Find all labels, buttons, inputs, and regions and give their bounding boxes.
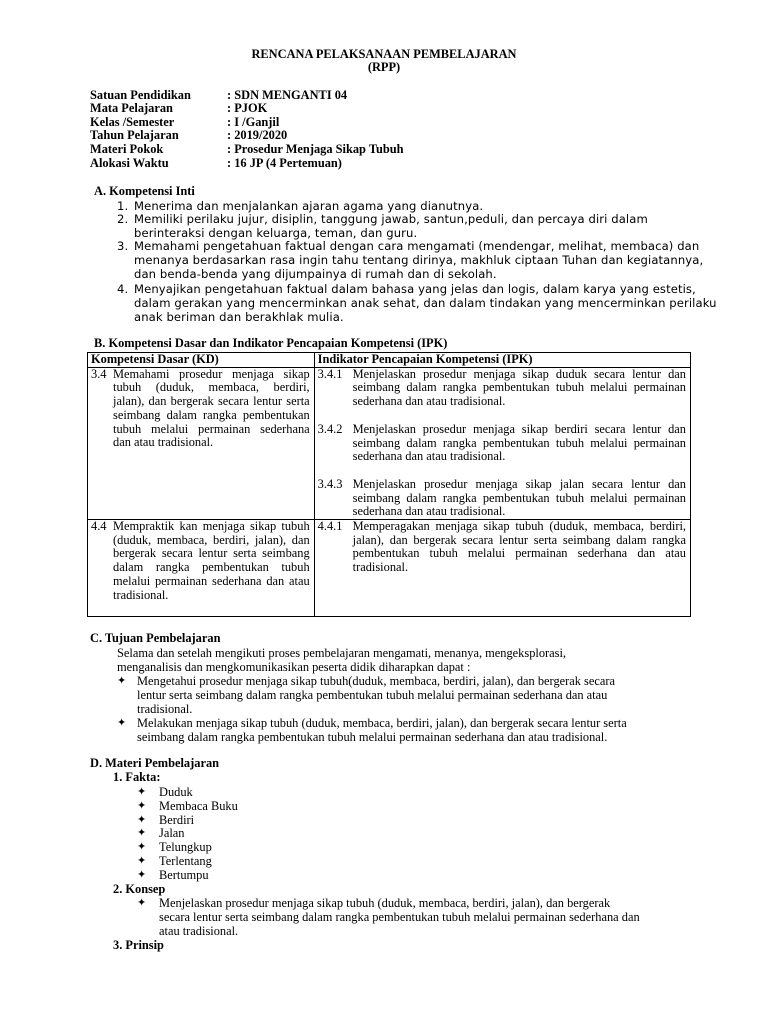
paragraph-line: atau tradisional. [159,924,239,938]
identity-value: : I /Ganjil [227,115,280,129]
ipk-item [318,423,686,464]
ipk-number: 3.4.2 [317,421,343,436]
list-item-line: berinteraksi dengan keluarga, teman, dan guru. [134,226,418,240]
bullet-icon: ✦ [137,814,147,826]
column-header-kd: Kompetensi Dasar (KD) [88,353,315,368]
identity-value: : SDN MENGANTI 04 [227,88,348,102]
list-number: 4. [117,282,129,296]
list-item-line: anak beriman dan berakhlak mulia. [134,310,344,324]
identity-label: Mata Pelajaran [90,101,173,115]
ipk-text: Memperagakan menjaga sikap tubuh (duduk, membaca, berdiri, jalan), dan bergerak secara lentur serta seimbang dalam rangka pembentukan tubuh melalui permainan sederhana dan atau tradisional. [352,519,686,575]
ipk-item [318,520,686,575]
ipk-item [318,368,686,409]
ipk-number: 4.4.1 [317,519,343,534]
fakta-item: Membaca Buku [159,799,238,813]
fakta-item: Telungkup [159,840,212,854]
list-item-line: seimbang dalam rangka pembentukan tubuh melalui permainan sederhana dan atau tradisional. [137,730,608,744]
list-item-line: menanya berdasarkan rasa ingin tahu tentang dirinya, makhluk ciptaan Tuhan dan kegiatannya, [134,253,704,267]
bullet-icon: ✦ [137,827,147,839]
bullet-icon: ✦ [137,841,147,853]
identity-label: Kelas /Semester [90,115,175,129]
bullet-icon: ✦ [117,717,127,729]
ipk-number: 3.4.3 [317,476,343,491]
list-item-line: Mengetahui prosedur menjaga sikap tubuh(duduk, membaca, berdiri, jalan), dan bergerak secara [137,674,616,688]
column-header-ipk: Indikator Pencapaian Kompetensi (IPK) [314,353,690,368]
ipk-cell [314,367,690,519]
paragraph-line: secara lentur serta seimbang dalam rangka pembentukan tubuh melalui permainan sederhana dan [159,910,640,924]
section-a-heading: A. Kompetensi Inti [94,184,195,198]
list-item-line: Menyajikan pengetahuan faktual dalam bahasa yang jelas dan logis, dalam karya yang estetis, [134,282,696,296]
bullet-icon: ✦ [137,897,147,909]
list-item-line: Melakukan menjaga sikap tubuh (duduk, membaca, berdiri, jalan), dan bergerak secara lentur serta [137,716,627,730]
ipk-item [318,478,686,519]
table-header-row [88,353,691,368]
fakta-item: Berdiri [159,813,195,827]
identity-value: : PJOK [227,101,268,115]
list-item-line: dalam gerakan yang mencerminkan anak sehat, dan dalam tindakan yang mencerminkan perilaku [134,296,717,310]
fakta-item: Jalan [159,826,185,840]
document-title: RENCANA PELAKSANAAN PEMBELAJARAN [251,47,517,61]
ipk-text: Menjelaskan prosedur menjaga sikap jalan secara lentur dan seimbang dalam rangka pembentukan tubuh melalui permainan sederhana dan atau tradisional. [352,476,686,519]
document-subtitle: (RPP) [367,60,401,74]
kd-number: 4.4 [91,519,107,534]
identity-value: : 2019/2020 [227,128,288,142]
kd-number: 3.4 [91,366,107,381]
ipk-text: Menjelaskan prosedur menjaga sikap duduk secara lentur dan seimbang dalam rangka pembentukan tubuh melalui permainan sederhana dan atau tradisional. [352,366,686,409]
bullet-icon: ✦ [137,786,147,798]
section-d-heading: D. Materi Pembelajaran [90,756,220,770]
list-item-line: Menerima dan menjalankan ajaran agama yang dianutnya. [134,199,484,213]
section-c-heading: C. Tujuan Pembelajaran [90,631,221,645]
prinsip-heading: 3. Prinsip [113,938,164,952]
table-row [88,367,691,519]
identity-label: Satuan Pendidikan [90,88,191,102]
fakta-item: Duduk [159,785,193,799]
ipk-number: 3.4.1 [317,366,343,381]
list-number: 3. [117,239,129,253]
ipk-text: Menjelaskan prosedur menjaga sikap berdiri secara lentur dan seimbang dalam rangka pembentukan tubuh melalui permainan sederhana dan atau tradisional. [352,421,686,464]
fakta-item: Bertumpu [159,868,209,882]
konsep-heading: 2. Konsep [113,882,166,896]
bullet-icon: ✦ [137,800,147,812]
identity-value: : Prosedur Menjaga Sikap Tubuh [227,142,404,156]
list-number: 2. [117,212,129,226]
bullet-icon: ✦ [117,675,127,687]
identity-label: Materi Pokok [90,142,164,156]
list-item-line: dan benda-benda yang dijumpainya di rumah dan di sekolah. [134,267,497,281]
bullet-icon: ✦ [137,855,147,867]
kd-cell [88,520,315,617]
kd-cell [88,367,315,519]
bullet-icon: ✦ [137,869,147,881]
list-number: 1. [117,199,129,213]
paragraph-line: menganalisis dan mengkomunikasikan peserta didik diharapkan dapat : [117,660,471,674]
list-item-line: tradisional. [137,702,193,716]
kd-ipk-table [87,352,691,617]
list-item-line: Memahami pengetahuan faktual dengan cara mengamati (mendengar, melihat, membaca) dan [134,239,700,253]
identity-value: : 16 JP (4 Pertemuan) [227,156,342,170]
kd-text: Mempraktik kan menjaga sikap tubuh (duduk, membaca, berdiri, jalan), dan bergerak secara lentur serta seimbang dalam rangka pembentukan tubuh melalui permainan sederhana dan atau tradisional. [113,519,310,602]
paragraph-line: Selama dan setelah mengikuti proses pembelajaran mengamati, menanya, mengeksplorasi, [117,646,567,660]
fakta-item: Terlentang [159,854,212,868]
section-b-heading: B. Kompetensi Dasar dan Indikator Pencapaian Kompetensi (IPK) [94,336,448,350]
table-row [88,520,691,617]
list-item-line: lentur serta seimbang dalam rangka pembentukan tubuh melalui permainan sederhana dan atau [137,688,608,702]
list-item-line: Memiliki perilaku jujur, disiplin, tanggung jawab, santun,peduli, dan percaya diri dalam [134,212,648,226]
ipk-cell [314,520,690,617]
paragraph-line: Menjelaskan prosedur menjaga sikap tubuh (duduk, membaca, berdiri, jalan), dan bergerak [159,896,611,910]
identity-label: Tahun Pelajaran [90,128,179,142]
identity-label: Alokasi Waktu [90,156,169,170]
kd-text: Memahami prosedur menjaga sikap tubuh (duduk, membaca, berdiri, jalan), dan bergerak secara lentur serta seimbang dalam rangka pembentukan tubuh melalui permainan sederhana dan atau tradisional. [113,366,310,450]
fakta-heading: 1. Fakta: [113,770,161,784]
